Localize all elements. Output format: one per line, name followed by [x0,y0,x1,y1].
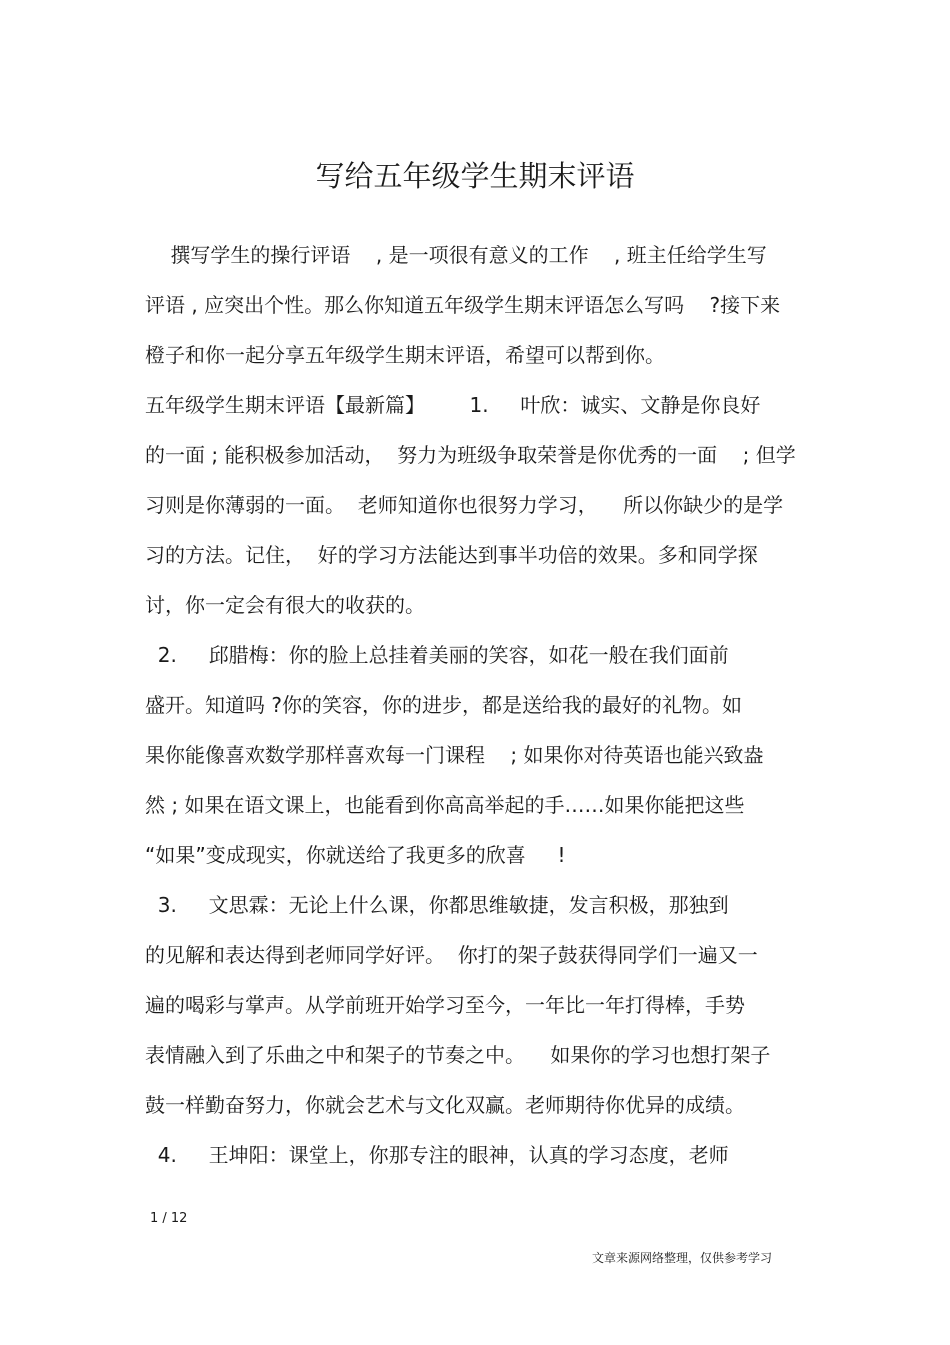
body-line: 五年级学生期末评语【最新篇】 1. 叶欣：诚实、文静是你良好 [145,393,761,417]
body-line: 的见解和表达得到老师同学好评。 你打的架子鼓获得同学们一遍又一 [145,943,758,967]
body-line: 遍的喝彩与掌声。从学前班开始学习至今，一年比一年打得棒，手势 [145,993,745,1017]
body-line: 表情融入到了乐曲之中和架子的节奏之中。 如果你的学习也想打架子 [145,1043,771,1067]
document-title: 写给五年级学生期末评语 [315,159,635,193]
body-line: 盛开。知道吗 ?你的笑容，你的进步，都是送给我的最好的礼物。如 [145,693,742,717]
body-line: 4. 王坤阳：课堂上，你那专注的眼神，认真的学习态度，老师 [145,1143,729,1167]
page-number: 1 / 12 [150,1211,188,1226]
body-line: 习则是你薄弱的一面。 老师知道你也很努力学习， 所以你缺少的是学 [145,493,784,517]
body-line: 橙子和你一起分享五年级学生期末评语，希望可以帮到你。 [145,343,665,367]
body-line: 习的方法。记住， 好的学习方法能达到事半功倍的效果。多和同学探 [145,543,758,567]
body-line: 讨，你一定会有很大的收获的。 [145,593,425,617]
body-line: “如果”变成现实，你就送给了我更多的欣喜 ! [145,843,566,867]
body-line: 3. 文思霖：无论上什么课，你都思维敏捷，发言积极，那独到 [145,893,729,917]
body-line: 然 ; 如果在语文课上，也能看到你高高举起的手……如果你能把这些 [145,793,745,817]
body-line: 的一面 ; 能积极参加活动， 努力为班级争取荣誉是你优秀的一面 ; 但学 [145,443,796,467]
body-line: 撰写学生的操行评语 , 是一项很有意义的工作 , 班主任给学生写 [145,243,767,267]
body-line: 评语 , 应突出个性。那么你知道五年级学生期末评语怎么写吗 ?接下来 [145,293,781,317]
body-line: 果你能像喜欢数学那样喜欢每一门课程 ; 如果你对待英语也能兴致盎 [145,743,764,767]
body-line: 鼓一样勤奋努力，你就会艺术与文化双赢。老师期待你优异的成绩。 [145,1093,745,1117]
body-line: 2. 邱腊梅：你的脸上总挂着美丽的笑容，如花一般在我们面前 [145,643,729,667]
footer-note: 文章来源网络整理，仅供参考学习 [592,1251,773,1265]
